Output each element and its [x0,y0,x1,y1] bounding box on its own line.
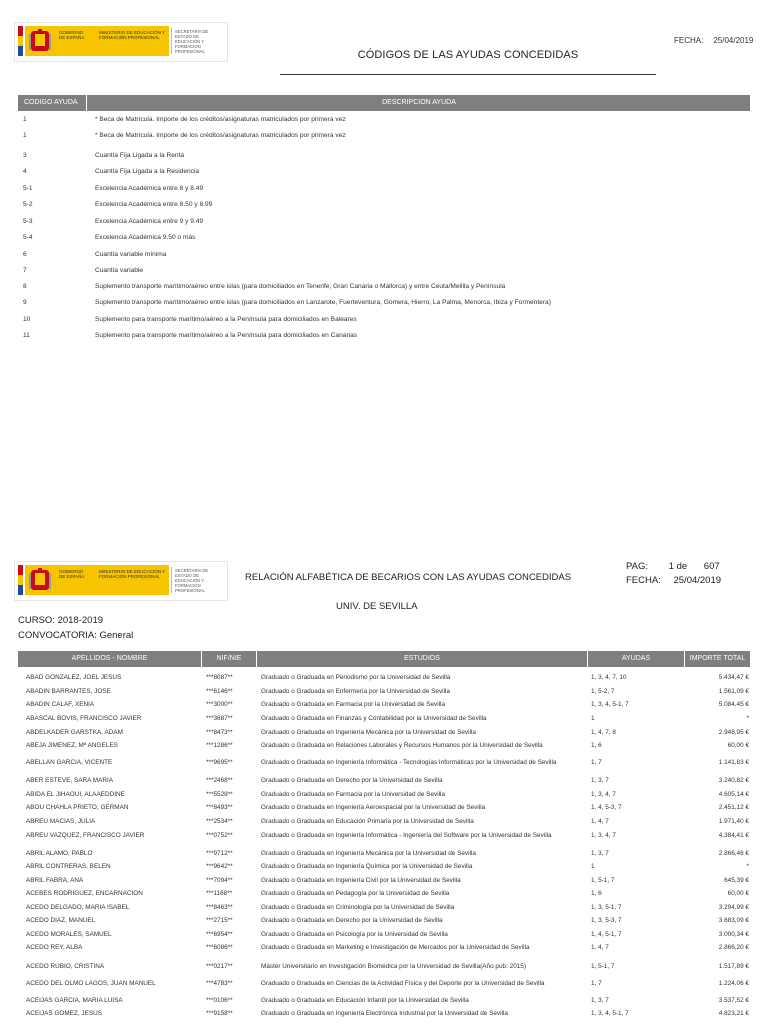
logo-secretaria-text: SECRETARÍA DE ESTADO DE EDUCACIÓN Y FORMACIÓN PROFESIONAL [175,29,209,54]
code-description: Excelencia Académica entre 8.50 y 8.99 [95,201,213,208]
recipient-studies: Graduado o Graduada en Ingeniería Mecánica por la Universidad de Sevilla [261,729,476,736]
code-value: 10 [23,316,31,323]
logo-ministerio-text: MINISTERIO DE EDUCACIÓN Y FORMACIÓN PROFESIONAL [99,30,166,40]
code-description: Cuantía Fija Ligada a la Residencia [95,168,200,175]
logo-secretaria-text: SECRETARÍA DE ESTADO DE EDUCACIÓN Y FORMACIÓN PROFESIONAL [175,568,209,593]
page1-date-label: FECHA: [674,36,704,45]
recipient-nif: ***7094** [206,877,233,884]
page2-date [626,575,721,586]
recipient-studies: Graduado o Graduada en Ciencias de la Actividad Física y del Deporte por la Universidad de Sevilla [261,980,545,987]
recipient-studies: Graduado o Graduada en Educación Primaria por la Universidad de Sevilla [261,818,474,825]
logo-divider [171,567,172,593]
recipient-amount: 5.434,47 € [718,674,749,681]
recipient-aids: 1, 3, 7 [591,777,609,784]
flag-strip [18,26,23,56]
logo-ministerio-text: MINISTERIO DE EDUCACIÓN Y FORMACIÓN PROFESIONAL [99,569,166,579]
logo-divider [171,28,172,54]
page-counter-total: 607 [703,561,720,572]
recipient-amount: 645,39 € [724,877,749,884]
recipient-aids: 1, 7 [591,759,602,766]
recipient-name: ABDELKADER GARSTKA, ADAM [26,729,123,736]
recipient-aids: 1, 4, 5-1, 7 [591,931,622,938]
recipient-studies: Graduado o Graduada en Derecho por la Universidad de Sevilla [261,777,443,784]
recipient-name: ABAD GONZALEZ, JOEL JESUS [26,674,122,681]
page-counter [626,561,720,572]
recipient-name: ABOU CHAHLA PRIETO, GERMAN [26,804,129,811]
recipient-amount: 3.537,52 € [718,997,749,1004]
recipient-amount: 1.517,89 € [718,963,749,970]
recipient-aids: 1, 3, 7 [591,997,609,1004]
code-description: Excelencia Académica 9.50 o más [95,234,196,241]
page-counter-label: PAG: [626,561,648,572]
recipient-name: ACEBES RODRIGUEZ, ENCARNACION [26,890,143,897]
recipient-nif: ***3000** [206,701,233,708]
recipient-amount: 3.683,09 € [718,917,749,924]
recipient-name: ACEIJAS GARCIA, MARIA LUISA [26,997,123,1004]
recipient-aids: 1, 4, 7 [591,944,609,951]
recipient-studies: Graduado o Graduada en Finanzas y Contabilidad por la Universidad de Sevilla [261,715,487,722]
recipient-studies: Graduado o Graduada en Ingeniería Electrónica Industrial por la Universidad de Sevilla [261,1010,508,1017]
page2-title: RELACIÓN ALFABÉTICA DE BECARIOS CON LAS AYUDAS CONCEDIDAS [245,572,572,583]
recipient-nif: ***2715** [206,917,233,924]
recipient-aids: 1, 3, 7 [591,850,609,857]
recipient-aids: 1, 5-1, 7 [591,877,615,884]
header-name: APELLIDOS - NOMBRE [18,651,202,667]
recipients-table-header [18,651,750,667]
recipient-amount: 4.605,14 € [718,791,749,798]
recipient-aids: 1, 7 [591,980,602,987]
recipient-studies: Graduado o Graduada en Criminología por la Universidad de Sevilla [261,904,455,911]
code-value: 11 [23,332,30,339]
recipient-aids: 1, 6 [591,742,602,749]
code-value: 7 [23,267,27,274]
code-value: 5-2 [23,201,33,208]
recipient-amount: 5.084,45 € [718,701,749,708]
recipient-nif: ***2534** [206,818,233,825]
recipient-amount: 2.948,95 € [718,729,749,736]
recipient-amount: 1.971,40 € [718,818,749,825]
recipient-name: ABADIN CALAF, XENIA [26,701,95,708]
code-value: 4 [23,168,27,175]
recipient-nif: ***8473** [206,729,233,736]
code-value: 8 [23,283,27,290]
recipient-amount: 60,00 € [727,742,749,749]
code-description: * Beca de Matrícula. Importe de los créditos/asignaturas matriculados por primera vez [95,132,346,139]
recipient-nif: ***4783** [206,980,233,987]
recipient-nif: ***9158** [206,1010,233,1017]
recipient-nif: ***1168** [206,890,233,897]
recipient-name: ABADIN BARRANTES, JOSE [26,688,111,695]
recipient-name: ABRIL FABRA, ANA [26,877,84,884]
codes-header-code: CODIGO AYUDA [18,95,87,111]
code-value: 1 [23,116,27,123]
recipient-studies: Graduado o Graduada en Ingeniería Informática - Tecnologías Informáticas por la Universidad de Sevilla [261,759,557,766]
code-description: Suplemento para transporte marítimo/aéreo a la Península para domiciliados en Canarias [95,332,358,339]
recipient-amount: 3.000,34 € [718,931,749,938]
ministry-logo-page2 [14,561,228,601]
ministry-logo [14,22,228,62]
code-value: 5-1 [23,185,33,192]
recipient-studies: Graduado o Graduada en Periodismo por la Universidad de Sevilla [261,674,451,681]
page2-date-value: 25/04/2019 [673,575,722,586]
recipient-amount: 4.823,21 € [718,1010,749,1017]
recipient-aids: 1, 4, 5-3, 7 [591,804,622,811]
recipient-amount: 3.294,99 € [718,904,749,911]
recipient-amount: * [746,715,749,722]
recipient-name: ACEDO MORALES, SAMUEL [26,931,112,938]
academic-year: CURSO: 2018-2019 [18,615,104,626]
recipient-aids: 1 [591,715,595,722]
recipient-name: ACEDO DELGADO, MARIA ISABEL [26,904,130,911]
recipient-studies: Máster Universitario en Investigación Biomédica por la Universidad de Sevilla(Año pub: 2015) [261,963,526,970]
recipient-nif: ***6146** [206,688,233,695]
recipient-nif: ***1286** [206,742,233,749]
page1-title-rule [280,74,656,75]
codes-table-header [18,95,750,111]
code-value: 6 [23,251,27,258]
recipient-nif: ***8087** [206,674,233,681]
code-description: Cuantía variable [95,267,144,274]
code-value: 3 [23,152,27,159]
recipient-name: ABER ESTEVE, SARA MARIA [26,777,114,784]
recipient-name: ABELLAN GARCIA, VICENTE [26,759,113,766]
recipient-name: ACEDO RUBIO, CRISTINA [26,963,105,970]
recipient-amount: 2.866,20 € [718,944,749,951]
recipient-nif: ***9695** [206,759,233,766]
recipient-studies: Graduado o Graduada en Enfermería por la Universidad de Sevilla [261,688,450,695]
recipient-name: ACEDO REY, ALBA [26,944,83,951]
page1-title: CÓDIGOS DE LAS AYUDAS CONCEDIDAS [357,49,579,61]
recipient-aids: 1, 3, 5-3, 7 [591,917,622,924]
recipient-nif: ***9712** [206,850,233,857]
recipient-name: ACEDO DEL OLMO LAGOS, JUAN MANUEL [26,980,156,987]
recipient-studies: Graduado o Graduada en Ingeniería Mecánica por la Universidad de Sevilla [261,850,476,857]
recipient-studies: Graduado o Graduada en Derecho por la Universidad de Sevilla [261,917,443,924]
recipient-amount: 1.141,83 € [718,759,749,766]
university-name: UNIV. DE SEVILLA [336,601,418,612]
recipient-amount: 2.451,12 € [718,804,749,811]
recipient-amount: 3.240,82 € [718,777,749,784]
recipient-nif: ***2468** [206,777,233,784]
code-description: Suplemento para transporte marítimo/aéreo a la Península para domiciliados en Baleares [95,316,357,323]
recipient-nif: ***0217** [206,963,233,970]
code-value: 9 [23,299,27,306]
code-value: 1 [23,132,27,139]
recipient-nif: ***0106** [206,997,233,1004]
recipient-name: ABRIL ALAMO, PABLO [26,850,93,857]
recipient-amount: 2.866,46 € [718,850,749,857]
recipient-aids: 1, 3, 4, 7 [591,832,616,839]
recipient-studies: Graduado o Graduada en Ingeniería Informática - Ingeniería del Software por la Universidad de Sevilla [261,832,552,839]
header-amount: IMPORTE TOTAL [689,655,746,662]
recipient-aids: 1, 5-1, 7 [591,963,615,970]
recipient-studies: Graduado o Graduada en Marketing e Investigación de Mercados por la Universidad de Sevilla [261,944,530,951]
recipient-nif: ***9642** [206,863,233,870]
recipient-aids: 1, 3, 4, 7 [591,791,616,798]
recipient-studies: Graduado o Graduada en Educación Infantil por la Universidad de Sevilla [261,997,469,1004]
recipient-studies: Graduado o Graduada en Farmacia por la Universidad de Sevilla [261,791,446,798]
code-description: Cuantía Fija Ligada a la Renta [95,152,185,159]
recipient-aids: 1, 6 [591,890,602,897]
recipient-nif: ***5528** [206,791,233,798]
recipient-aids: 1, 3, 4, 5-1, 7 [591,1010,629,1017]
recipient-aids: 1, 3, 4, 5-1, 7 [591,701,629,708]
recipient-amount: 4.384,41 € [718,832,749,839]
code-description: Suplemento transporte marítimo/aéreo entre islas (para domiciliados en Tenerife, Gran Canaria o Mallorca) y entre Ceuta/Melilla y Península [95,283,506,290]
recipient-nif: ***0752** [206,832,233,839]
recipient-studies: Graduado o Graduada en Pedagogía por la Universidad de Sevilla [261,890,450,897]
recipient-nif: ***6954** [206,931,233,938]
code-value: 5-4 [23,234,33,241]
recipient-studies: Graduado o Graduada en Psicología por la Universidad de Sevilla [261,931,448,938]
coat-of-arms-icon [29,567,51,593]
recipient-nif: ***8493** [206,804,233,811]
logo-gobierno-text: GOBIERNO DE ESPAÑA [59,30,85,40]
recipient-studies: Graduado o Graduada en Ingeniería Química por la Universidad de Sevilla [261,863,473,870]
recipient-amount: * [746,863,749,870]
recipient-nif: ***3687** [206,715,233,722]
call-type: CONVOCATORIA: General [18,630,134,641]
page1-date-value: 25/04/2019 [713,36,754,45]
recipient-aids: 1, 4, 7, 8 [591,729,616,736]
code-description: Excelencia Académica entre 8 y 8.49 [95,185,204,192]
code-description: Cuantía variable mínima [95,251,167,258]
recipient-studies: Graduado o Graduada en Ingeniería Civil por la Universidad de Sevilla [261,877,461,884]
page1-date [674,36,753,45]
recipient-name: ACEIJAS GOMEZ, JESUS [26,1010,102,1017]
recipient-name: ABIDA EL JIHAOUI, ALAAEDDINE [26,791,125,798]
recipient-name: ABRIL CONTRERAS, BELEN [26,863,111,870]
recipient-aids: 1, 3, 4, 7, 10 [591,674,627,681]
recipient-name: ACEDO DIAZ, MANUEL [26,917,96,924]
recipient-name: ABEJA JIMENEZ, Mª ANGELES [26,742,118,749]
recipient-aids: 1, 4, 7 [591,818,609,825]
code-description: Excelencia Académica entre 9 y 9.49 [95,218,204,225]
code-description: * Beca de Matrícula. Importe de los créditos/asignaturas matriculados por primera vez [95,116,346,123]
logo-gobierno-text: GOBIERNO DE ESPAÑA [59,569,85,579]
header-studies: ESTUDIOS [257,651,588,667]
recipient-studies: Graduado o Graduada en Ingeniería Aeroespacial por la Universidad de Sevilla [261,804,486,811]
recipient-nif: ***6086** [206,944,233,951]
recipient-nif: ***8463** [206,904,233,911]
codes-header-desc: DESCRIPCION AYUDA [382,99,456,106]
flag-strip [18,565,23,595]
header-aids: AYUDAS [588,651,685,667]
header-nif: NIF/NIE [202,651,257,667]
recipient-amount: 1.224,06 € [718,980,749,987]
code-value: 5-3 [23,218,33,225]
recipient-amount: 60,00 € [727,890,749,897]
page-counter-value: 1 de [668,561,688,572]
recipient-name: ABREU VAZQUEZ, FRANCISCO JAVIER [26,832,145,839]
recipient-name: ABASCAL BOVIS, FRANCISCO JAVIER [26,715,142,722]
coat-of-arms-icon [29,28,51,54]
recipient-studies: Graduado o Graduada en Farmacia por la Universidad de Sevilla [261,701,446,708]
recipient-name: ABREU MACIAS, JULIA [26,818,96,825]
recipient-studies: Graduado o Graduada en Relaciones Laborales y Recursos Humanos por la Universidad de Sevilla [261,742,543,749]
recipient-aids: 1 [591,863,595,870]
code-description: Suplemento transporte marítimo/aéreo entre islas (para domiciliados en Lanzarote, Fuerteventura, Gomera, Hierro, La Palma, Menorca, Ibiza y Formentera) [95,299,551,306]
page2-date-label: FECHA: [626,575,661,586]
recipient-aids: 1, 3, 5-1, 7 [591,904,622,911]
recipient-aids: 1, 5-2, 7 [591,688,615,695]
recipient-amount: 1.561,09 € [718,688,749,695]
